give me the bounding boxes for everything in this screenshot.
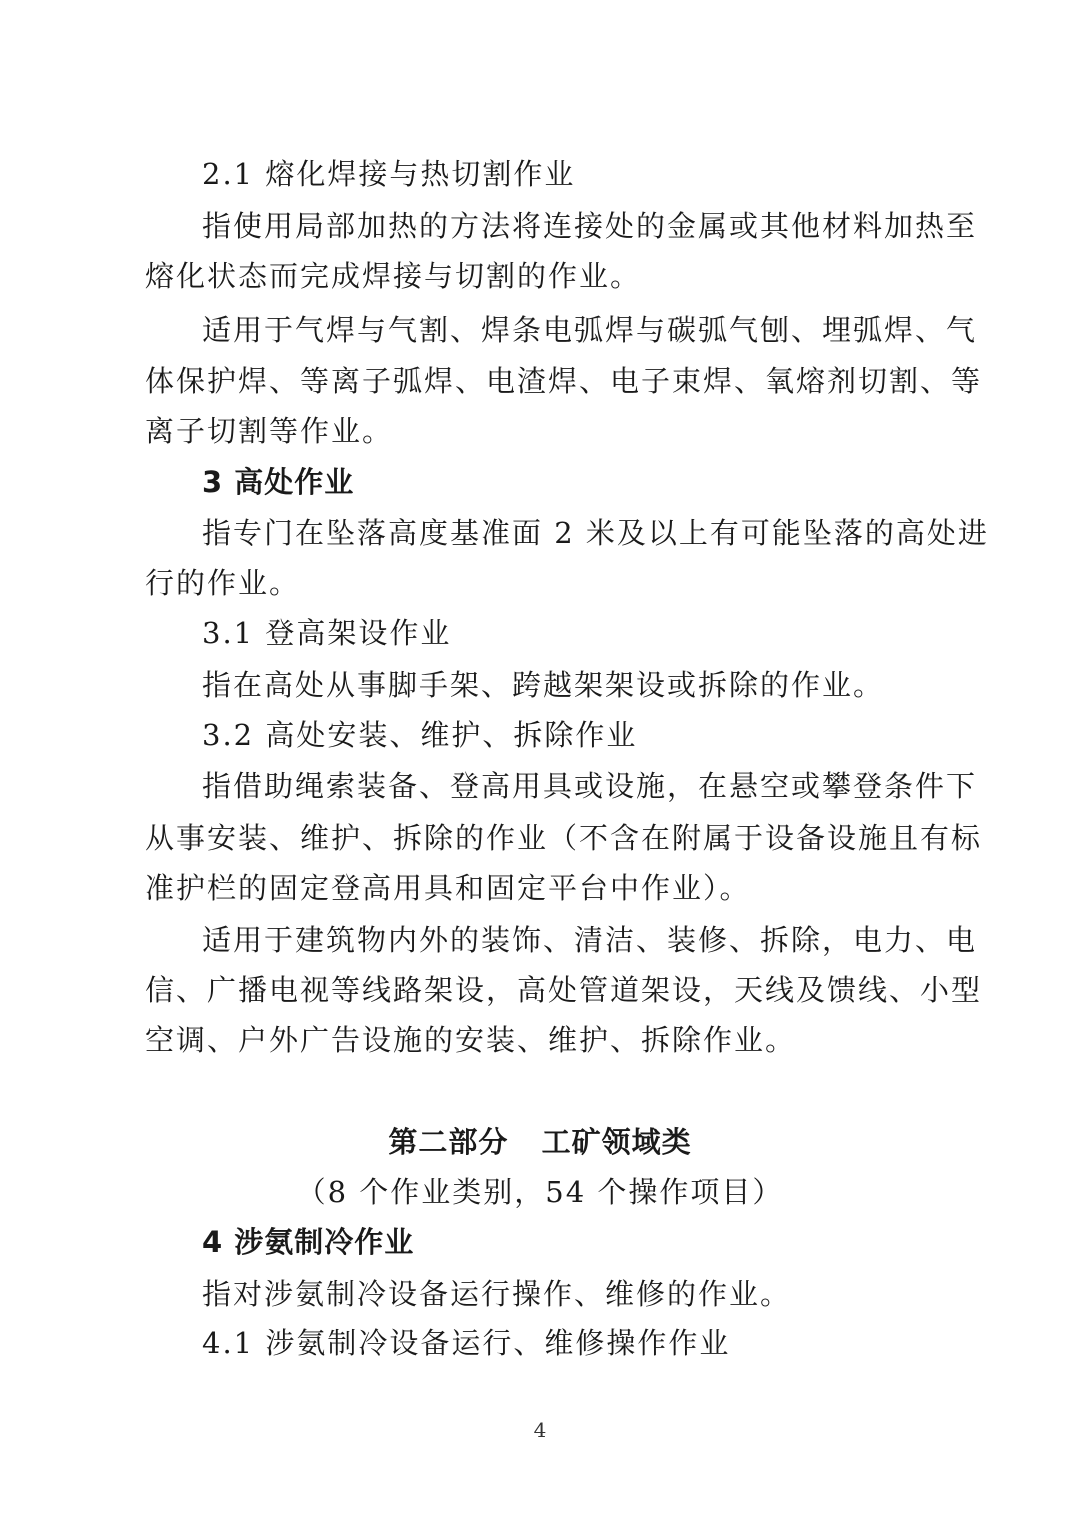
paragraph-line: 指借助绳索装备、登高用具或设施，在悬空或攀登条件下 xyxy=(202,769,978,803)
paragraph-line: 信、广播电视等线路架设，高处管道架设，天线及馈线、小型 xyxy=(145,973,983,1007)
paragraph-line: 空调、户外广告设施的安装、维护、拆除作业。 xyxy=(145,1023,797,1057)
section-heading: 4 涉氨制冷作业 xyxy=(202,1225,415,1259)
paragraph-line: 指对涉氨制冷设备运行操作、维修的作业。 xyxy=(202,1277,792,1311)
paragraph-line: 适用于建筑物内外的装饰、清洁、装修、拆除，电力、电 xyxy=(202,923,978,957)
paragraph-line: 指专门在坠落高度基准面 2 米及以上有可能坠落的高处进 xyxy=(202,516,989,550)
subsection-heading: 4.1 涉氨制冷设备运行、维修操作作业 xyxy=(202,1326,731,1360)
subsection-heading: 3.2 高处安装、维护、拆除作业 xyxy=(202,718,638,752)
part-subtitle: （8 个作业类别，54 个操作项目） xyxy=(296,1175,784,1209)
paragraph-line: 准护栏的固定登高用具和固定平台中作业）。 xyxy=(145,871,751,905)
paragraph-line: 指使用局部加热的方法将连接处的金属或其他材料加热至 xyxy=(202,209,978,243)
paragraph-line: 指在高处从事脚手架、跨越架架设或拆除的作业。 xyxy=(202,668,885,702)
paragraph-line: 适用于气焊与气割、焊条电弧焊与碳弧气刨、埋弧焊、气 xyxy=(202,313,978,347)
subsection-heading: 2.1 熔化焊接与热切割作业 xyxy=(202,157,576,191)
paragraph-line: 行的作业。 xyxy=(145,566,301,600)
paragraph-line: 熔化状态而完成焊接与切割的作业。 xyxy=(145,259,642,293)
paragraph-line: 离子切割等作业。 xyxy=(145,414,394,448)
page-number: 4 xyxy=(533,1418,547,1442)
paragraph-line: 从事安装、维护、拆除的作业（不含在附属于设备设施且有标 xyxy=(145,821,983,855)
part-title: 第二部分 工矿领域类 xyxy=(388,1125,692,1159)
paragraph-line: 体保护焊、等离子弧焊、电渣焊、电子束焊、氧熔剂切割、等 xyxy=(145,364,983,398)
subsection-heading: 3.1 登高架设作业 xyxy=(202,616,452,650)
section-heading: 3 高处作业 xyxy=(202,465,355,499)
